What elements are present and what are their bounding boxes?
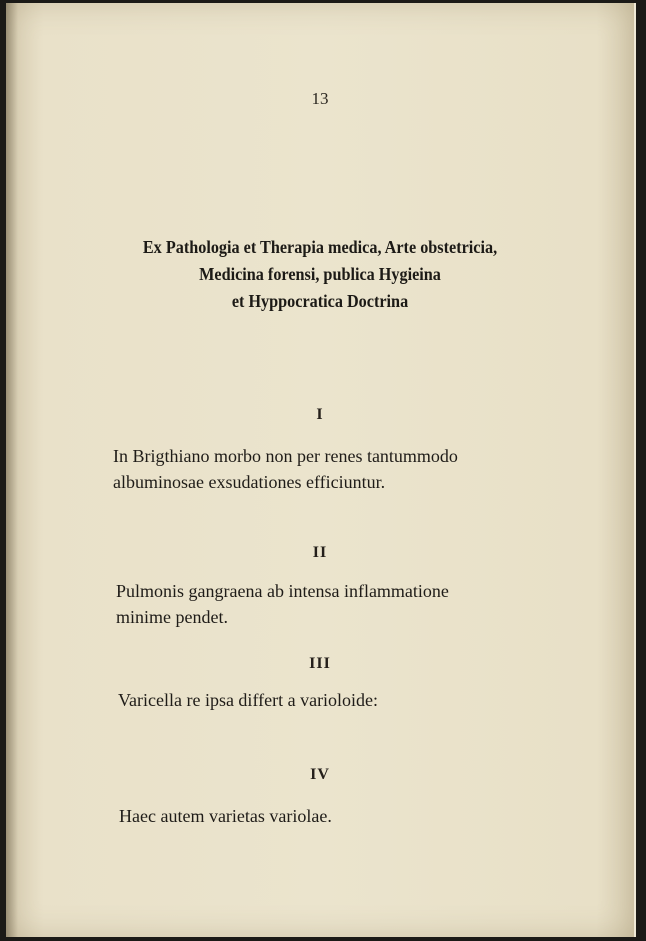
- heading-line: et Hyppocratica Doctrina: [231, 291, 409, 311]
- thesis-numeral: III: [309, 655, 331, 672]
- thesis-text: [118, 687, 538, 713]
- page-number: 13: [311, 89, 329, 108]
- thesis-numeral: I: [316, 406, 324, 423]
- thesis-text: [113, 443, 533, 495]
- thesis-text: [116, 578, 536, 630]
- thesis-line: minime pendet.: [116, 607, 228, 627]
- thesis-numeral: II: [312, 544, 328, 561]
- thesis-text: [119, 803, 539, 829]
- thesis-line: Varicella re ipsa differt a varioloide:: [118, 690, 379, 710]
- section-heading: [37, 234, 602, 315]
- thesis-line: Pulmonis gangraena ab intensa inflammatione: [116, 581, 449, 601]
- heading-line: Ex Pathologia et Therapia medica, Arte obstetricia,: [142, 237, 498, 257]
- thesis-numeral: IV: [310, 766, 330, 783]
- binding-shadow: [6, 3, 18, 937]
- thesis-line: albuminosae exsudationes efficiuntur.: [113, 472, 386, 492]
- page: [6, 3, 636, 937]
- thesis-line: In Brigthiano morbo non per renes tantummodo: [113, 446, 458, 466]
- heading-line: Medicina forensi, publica Hygieina: [199, 264, 441, 284]
- thesis-line: Haec autem varietas variolae.: [119, 806, 332, 826]
